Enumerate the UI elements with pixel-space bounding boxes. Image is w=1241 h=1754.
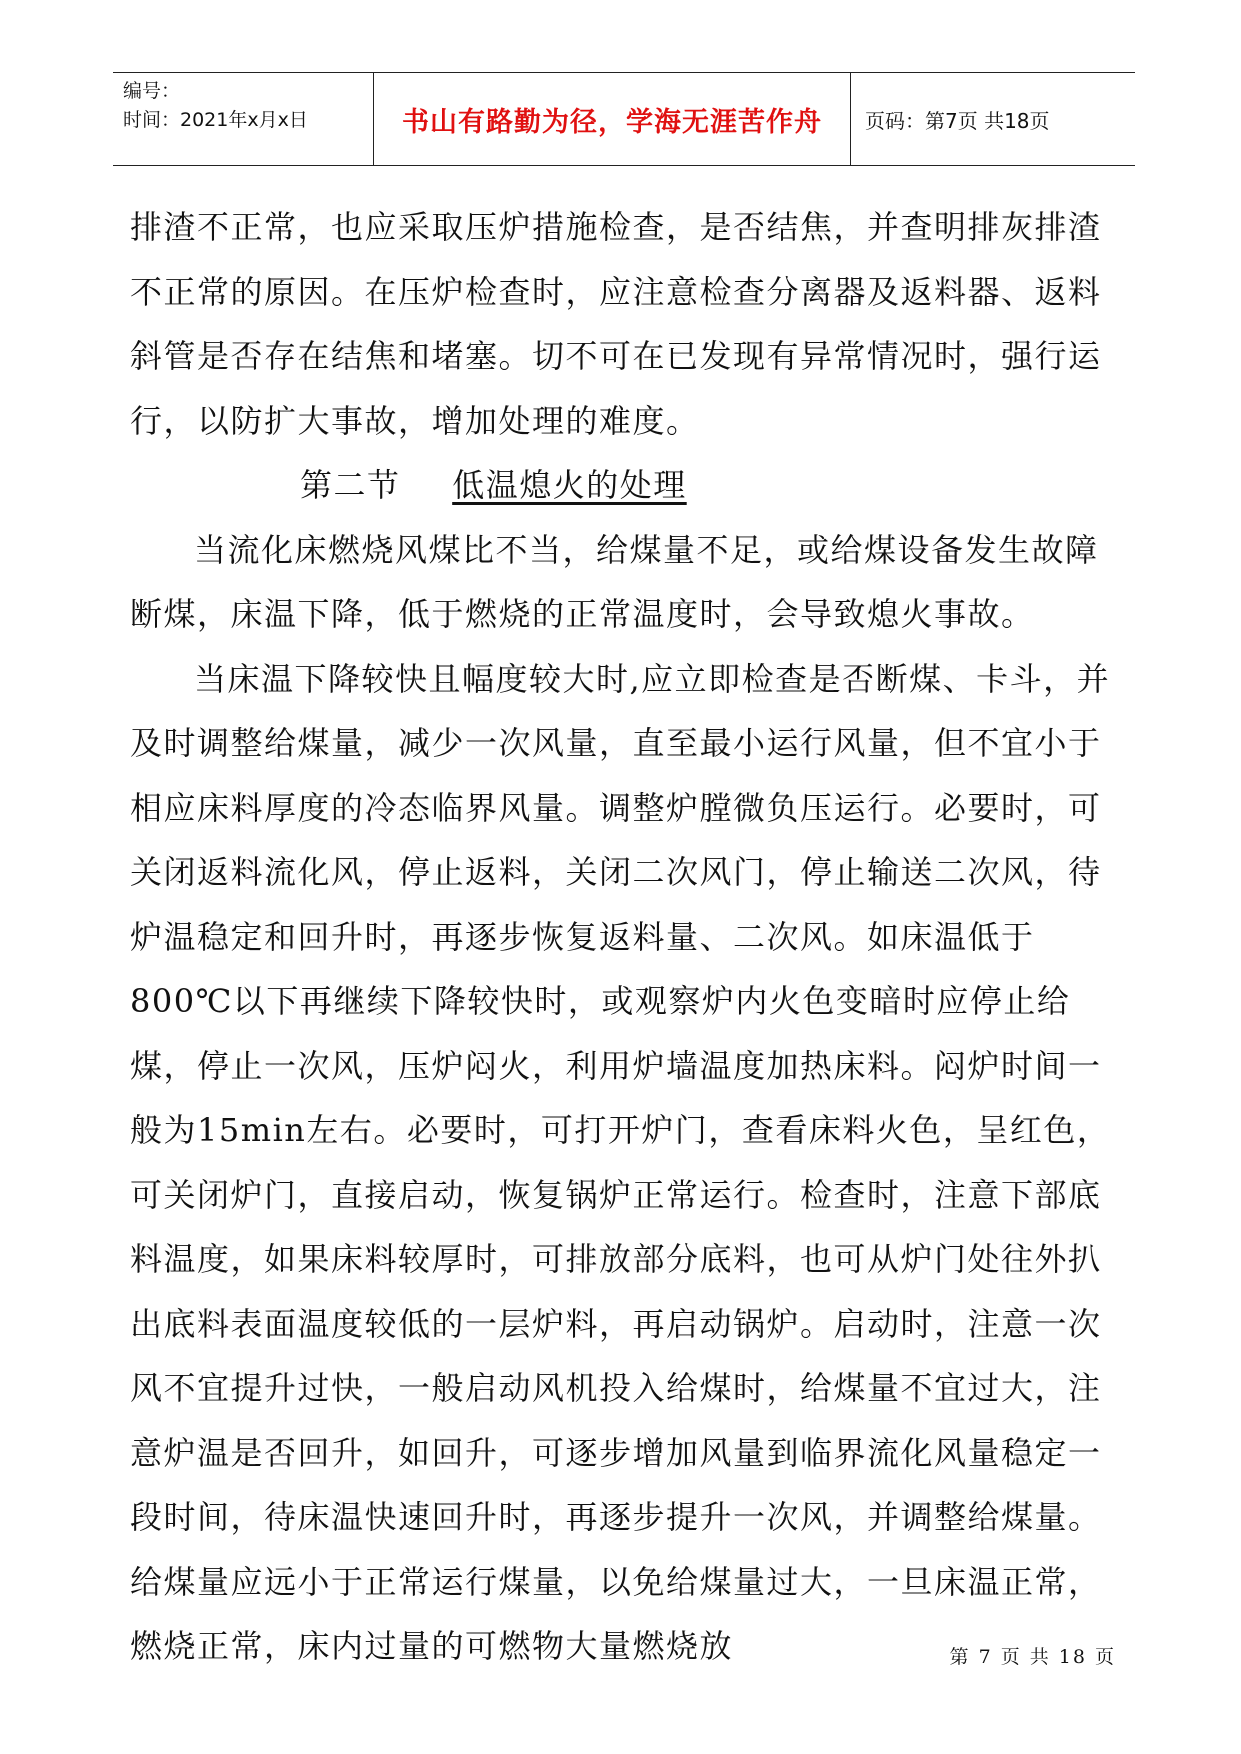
page-header	[113, 72, 1135, 166]
paragraph: 当流化床燃烧风煤比不当，给煤量不足，或给煤设备发生故障断煤，床温下降，低于燃烧的正常温度时，会导致熄火事故。	[130, 530, 1099, 633]
document-time: 时间：2021年x月x日	[123, 109, 308, 131]
section-title: 低温熄火的处理	[452, 466, 687, 504]
header-meta	[113, 73, 374, 165]
document-number-label: 编号：	[123, 80, 181, 102]
header-page-code: 页码：第7页 共18页	[865, 108, 1050, 133]
section-heading	[130, 453, 1120, 518]
page-footer: 第 7 页 共 18 页	[949, 1646, 1116, 1668]
document-body	[130, 195, 1120, 1679]
header-motto: 书山有路勤为径，学海无涯苦作舟	[374, 73, 851, 165]
paragraph: 当床温下降较快且幅度较大时,应立即检查是否断煤、卡斗，并及时调整给煤量，减少一次风量，直至最小运行风量，但不宜小于相应床料厚度的冷态临界风量。调整炉膛微负压运行。必要时，可关闭返料流化风，停止返料，关闭二次风门，停止输送二次风，待炉温稳定和回升时，再逐步恢复返料量、二次风。如床温低于800℃以下再继续下降较快时，或观察炉内火色变暗时应停止给煤，停止一次风，压炉闷火，利用炉墙温度加热床料。闷炉时间一般为15min左右。必要时，可打开炉门，查看床料火色，呈红色，可关闭炉门，直接启动，恢复锅炉正常运行。检查时，注意下部底料温度，如果床料较厚时，可排放部分底料，也可从炉门处往外扒出底料表面温度较低的一层炉料，再启动锅炉。启动时，注意一次风不宜提升过快，一般启动风机投入给煤时，给煤量不宜过大，注意炉温是否回升，如回升，可逐步增加风量到临界流化风量稳定一段时间，待床温快速回升时，再逐步提升一次风，并调整给煤量。给煤量应远小于正常运行煤量，以免给煤量过大，一旦床温正常，燃烧正常，床内过量的可燃物大量燃烧放	[130, 659, 1111, 1665]
section-number: 第二节	[300, 466, 401, 504]
paragraph: 排渣不正常，也应采取压炉措施检查，是否结焦，并查明排灰排渣不正常的原因。在压炉检查时，应注意检查分离器及返料器、返料斜管是否存在结焦和堵塞。切不可在已发现有异常情况时，强行运行，以防扩大事故，增加处理的难度。	[130, 208, 1102, 440]
